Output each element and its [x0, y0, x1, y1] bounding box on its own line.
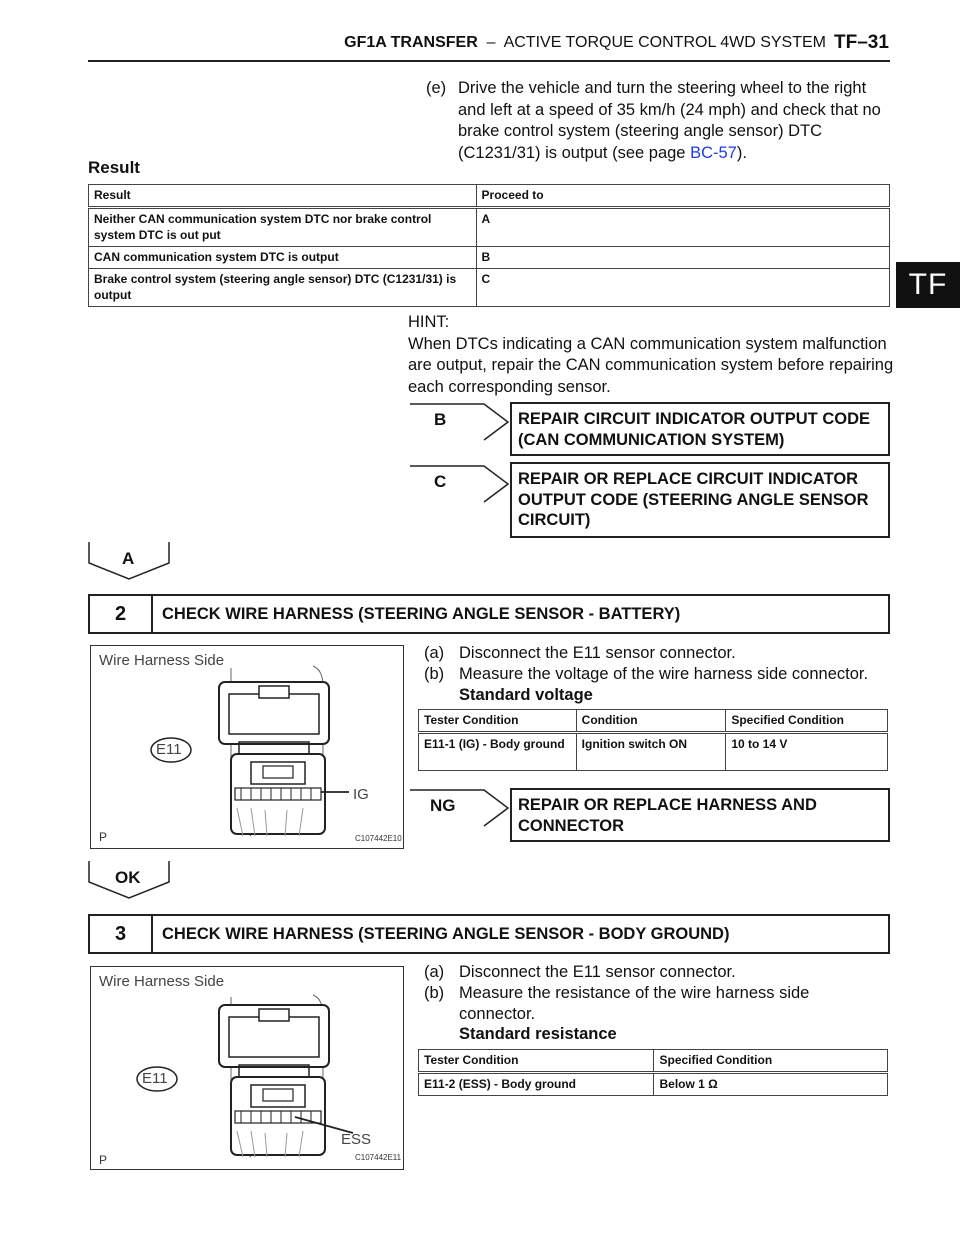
pin-label: ESS	[341, 1131, 372, 1148]
table-row	[89, 247, 890, 269]
table-cell: Below 1 Ω	[654, 1073, 888, 1096]
figure-code: C107442E11	[355, 1153, 402, 1162]
result-heading: Result	[88, 158, 140, 177]
table-cell: E11-1 (IG) - Body ground	[419, 733, 577, 771]
step-2-sub-a: (a) Disconnect the E11 sensor connector.	[424, 644, 736, 662]
table-row	[89, 208, 890, 247]
step-e: (e) Drive the vehicle and turn the steering wheel to the right and left at a speed of 35 km/h (24 mph) and check that no brake control system (steering angle sensor) DTC (C1231/31) is output (see page BC-57).	[426, 79, 881, 162]
hint	[408, 312, 898, 398]
voltage-spec-table	[418, 709, 888, 771]
connector-figure-e11-ess: Wire Harness Side E11 ESS P C107442E11	[90, 966, 404, 1170]
standard-voltage-heading: Standard voltage	[459, 685, 593, 704]
step-3-sub-a: (a) Disconnect the E11 sensor connector.	[424, 963, 736, 981]
table-header: Result	[89, 185, 477, 208]
connector-label: E11	[156, 741, 182, 758]
step-3-bar	[88, 914, 890, 954]
table-header: Condition	[576, 710, 726, 733]
connector-diagram	[91, 646, 403, 848]
table-header: Tester Condition	[419, 710, 577, 733]
step-number: 2	[90, 596, 153, 632]
table-cell: CAN communication system DTC is output	[89, 247, 477, 269]
table-cell: B	[476, 247, 889, 269]
hint-label: HINT:	[408, 313, 450, 331]
connector-figure-e11-ig: Wire Harness Side E11 IG P C107442E10	[90, 645, 404, 849]
step-title: CHECK WIRE HARNESS (STEERING ANGLE SENSOR - BODY GROUND)	[162, 925, 730, 943]
branch-b-arrow: B	[408, 402, 512, 442]
arrow-right-icon	[408, 788, 512, 828]
branch-ng-arrow: NG	[408, 788, 512, 828]
header-rule	[88, 60, 890, 62]
table-header-row	[419, 1050, 888, 1073]
table-cell: Brake control system (steering angle sensor) DTC (C1231/31) is output	[89, 269, 477, 307]
header-title: GF1A TRANSFER – ACTIVE TORQUE CONTROL 4WD SYSTEM	[344, 34, 826, 51]
table-header: Specified Condition	[726, 710, 888, 733]
branch-c-arrow: C	[408, 464, 512, 504]
table-header-row	[89, 185, 890, 208]
step-2-sub-b: (b) Measure the voltage of the wire harness side connector. Standard voltage	[410, 664, 896, 705]
step-2-bar	[88, 594, 890, 634]
result-table	[88, 184, 890, 307]
action-box-ng: REPAIR OR REPLACE HARNESS AND CONNECTOR	[510, 788, 890, 842]
standard-resistance-heading: Standard resistance	[459, 1025, 617, 1043]
table-cell: 10 to 14 V	[726, 733, 888, 771]
table-cell: E11-2 (ESS) - Body ground	[419, 1073, 654, 1096]
table-cell: A	[476, 208, 889, 247]
arrow-right-icon	[408, 402, 512, 442]
table-header-row	[419, 710, 888, 733]
figure-code: C107442E10	[355, 834, 402, 843]
page-number: TF–31	[834, 32, 889, 53]
hint-text: When DTCs indicating a CAN communication system malfunction are output, repair the CAN communication system before repairing each corresponding sensor.	[408, 334, 894, 396]
step-3-sub-b: (b) Measure the resistance of the wire harness side connector. Standard resistance	[410, 983, 896, 1045]
table-row	[89, 269, 890, 307]
connector-label: E11	[142, 1070, 168, 1087]
branch-ok-arrow: OK	[88, 860, 170, 900]
table-row	[419, 733, 888, 771]
page-link-bc57[interactable]: BC-57	[690, 143, 737, 162]
table-header: Tester Condition	[419, 1050, 654, 1073]
pin-label: IG	[353, 786, 369, 803]
table-header: Specified Condition	[654, 1050, 888, 1073]
table-cell: Neither CAN communication system DTC nor brake control system DTC is out put	[89, 208, 477, 247]
branch-a-arrow: A	[88, 541, 170, 581]
section-tab: TF	[896, 262, 960, 308]
resistance-spec-table	[418, 1049, 888, 1096]
table-header: Proceed to	[476, 185, 889, 208]
table-cell: Ignition switch ON	[576, 733, 726, 771]
step-title: CHECK WIRE HARNESS (STEERING ANGLE SENSOR - BATTERY)	[162, 605, 681, 623]
table-row	[419, 1073, 888, 1096]
action-box-b: REPAIR CIRCUIT INDICATOR OUTPUT CODE (CAN COMMUNICATION SYSTEM)	[510, 402, 890, 456]
arrow-right-icon	[408, 464, 512, 504]
action-box-c: REPAIR OR REPLACE CIRCUIT INDICATOR OUTPUT CODE (STEERING ANGLE SENSOR CIRCUIT)	[510, 462, 890, 538]
table-cell: C	[476, 269, 889, 307]
step-number: 3	[90, 916, 153, 952]
